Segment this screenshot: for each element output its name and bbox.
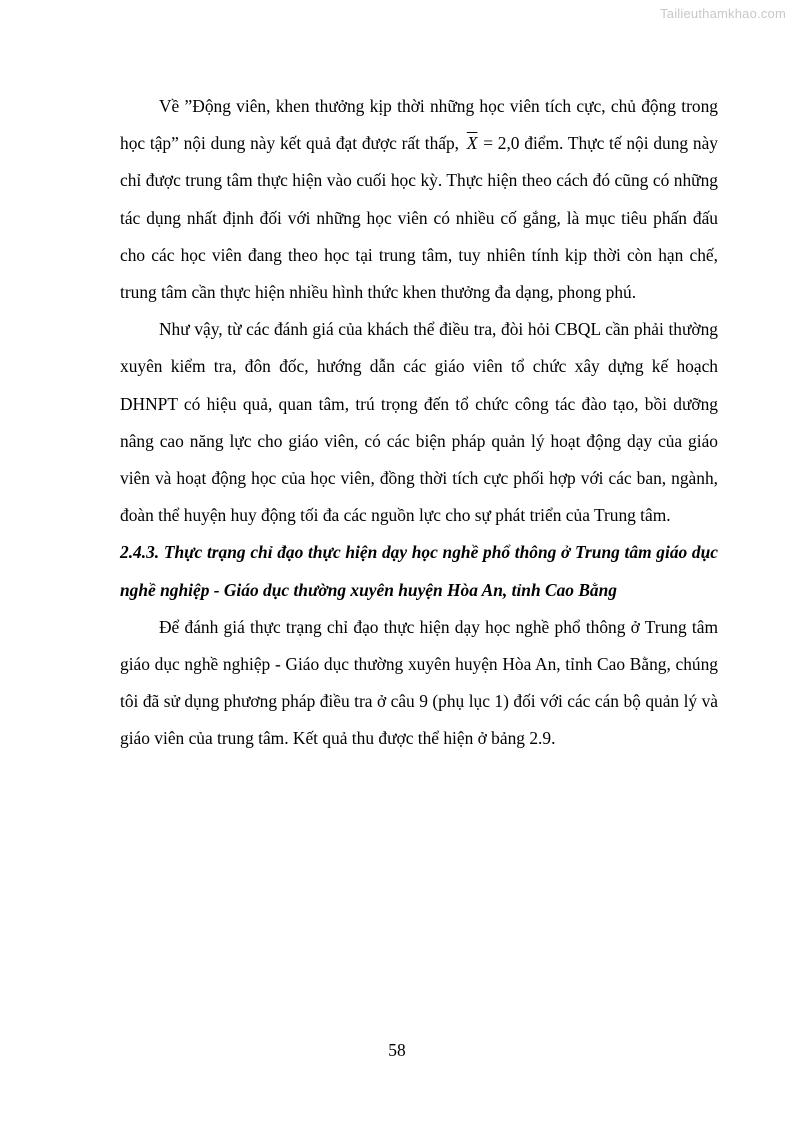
paragraph-motivation [120,88,718,311]
watermark: Tailieuthamkhao.com [660,6,786,21]
page-number: 58 [388,1040,406,1060]
paragraph-method: Để đánh giá thực trạng chỉ đạo thực hiện dạy học nghề phổ thông ở Trung tâm giáo dục nghề nghiệp - Giáo dục thường xuyên huyện Hòa An, tỉnh Cao Bằng, chúng tôi đã sử dụng phương pháp điều tra ở câu 9 (phụ lục 1) đối với các cán bộ quản lý và giáo viên của trung tâm. Kết quả thu được thể hiện ở bảng 2.9. [120,616,718,749]
paragraph-motivation-end: = 2,0 điểm. Thực tế nội dung này chỉ được trung tâm thực hiện vào cuối học kỳ. Thực hiện theo cách đó cũng có những tác dụng nhất định đối với những học viên có nhiều cố gắng, là mục tiêu phấn đấu cho các học viên đang theo học tại trung tâm, tuy nhiên tính kịp thời còn hạn chế, trung tâm cần thực hiện nhiều hình thức khen thưởng đa dạng, phong phú. [120,133,718,303]
document-body [120,88,718,758]
paragraph-motivation-start: Về ”Động viên, khen thưởng kịp thời những học viên tích cực, chủ động trong học tập” nội dung này kết quả đạt được rất thấp, [120,96,718,154]
paragraph-conclusion: Như vậy, từ các đánh giá của khách thể điều tra, đòi hỏi CBQL cần phải thường xuyên kiểm tra, đôn đốc, hướng dẫn các giáo viên tổ chức xây dựng kế hoạch DHNPT có hiệu quả, quan tâm, trú trọng đến tổ chức công tác đào tạo, bồi dưỡng nâng cao năng lực cho giáo viên, có các biện pháp quản lý hoạt động dạy của giáo viên và hoạt động học của học viên, đồng thời tích cực phối hợp với các ban, ngành, đoàn thể huyện huy động tối đa các nguồn lực cho sự phát triển của Trung tâm. [120,319,718,526]
section-heading: 2.4.3. Thực trạng chỉ đạo thực hiện dạy học nghề phổ thông ở Trung tâm giáo dục nghề nghiệp - Giáo dục thường xuyên huyện Hòa An, tỉnh Cao Bằng [120,542,718,600]
mean-symbol: $\overline{X}$ [466,133,478,154]
